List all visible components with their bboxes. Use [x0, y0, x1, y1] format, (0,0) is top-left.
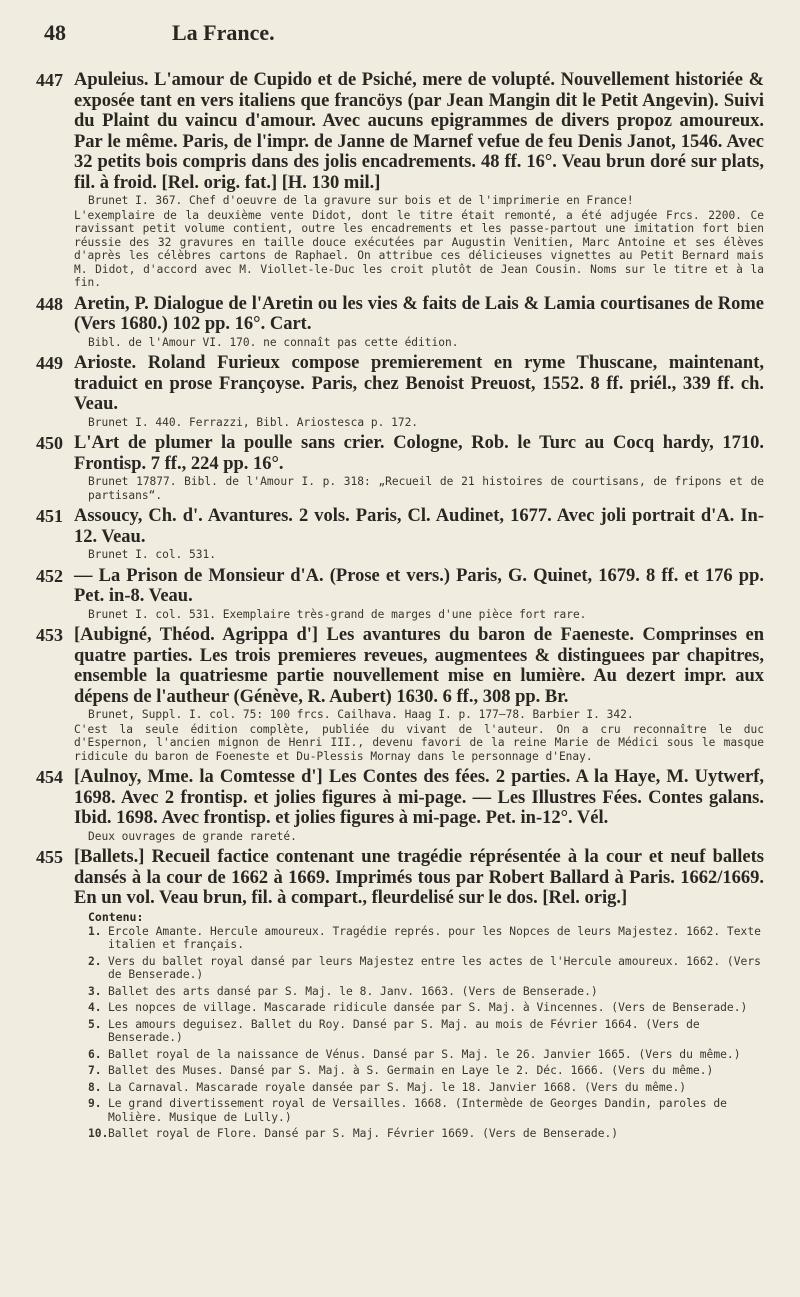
entry-number: 448 [36, 293, 63, 314]
contents-item [88, 955, 764, 982]
entry-description: Aretin, P. Dialogue de l'Aretin ou les vies & faits de Lais & Lamia courtisanes de Rome (Vers 1680.) 102 pp. 16°. Cart. [74, 293, 764, 334]
contents-item [88, 1081, 764, 1095]
entry-number: 452 [36, 565, 63, 586]
item-text: Les amours deguisez. Ballet du Roy. Dansé par S. Maj. au mois de Février 1664. (Vers de Benserade.) [108, 1017, 700, 1044]
bibliographic-note: Bibl. de l'Amour VI. 170. ne connaît pas cette édition. [88, 335, 459, 349]
contents-item [88, 1018, 764, 1045]
contents-item [88, 1001, 764, 1015]
entry-description: [Ballets.] Recueil factice contenant une tragédie réprésentée à la cour et neuf ballets dansés à la cour de 1662 à 1669. Imprimés tous par Robert Ballard à Paris. 1662/1669. En un vol. Veau brun, fil. à compart., fleurdelisé sur le dos. [Rel. orig.] [74, 847, 764, 908]
item-text: Ballet royal de Flore. Dansé par S. Maj. Février 1669. (Vers de Benserade.) [108, 1127, 619, 1140]
item-text: Ballet des arts dansé par S. Maj. le 8. Janv. 1663. (Vers de Benserade.) [108, 984, 598, 998]
item-number: 7. [88, 1064, 102, 1077]
entry-description: — La Prison de Monsieur d'A. (Prose et vers.) Paris, G. Quinet, 1679. 8 ff. et 176 pp. Pet. in-8. Veau. [74, 565, 764, 606]
entry-description: Assoucy, Ch. d'. Avantures. 2 vols. Paris, Cl. Audinet, 1677. Avec joli portrait d'A. In-12. Veau. [74, 506, 764, 547]
item-text: Vers du ballet royal dansé par leurs Majestez entre les actes de l'Hercule amoureux. 1662. (Vers de Benserade.) [108, 954, 761, 981]
item-number: 2. [88, 954, 102, 968]
bibliographic-note: Brunet 17877. Bibl. de l'Amour I. p. 318: „Recueil de 21 histoires de courtisans, de fripons et de partisans“. [88, 475, 764, 502]
item-text: Les nopces de village. Mascarade ridicule dansée par S. Maj. à Vincennes. (Vers de Benserade.) [108, 1001, 748, 1014]
contents-item [88, 1097, 764, 1124]
entry-450 [36, 433, 764, 502]
entry-453 [36, 625, 764, 763]
contents-item [88, 985, 764, 999]
entry-447 [36, 70, 764, 290]
entry-description: [Aulnoy, Mme. la Comtesse d'] Les Contes des fées. 2 parties. A la Haye, M. Uytwerf, 1698. Avec 2 frontisp. et jolies figures à mi-page. — Les Illustres Fées. Contes galans. Ibid. 1698. Avec frontisp. et jolies figures à mi-page. Pet. in-12°. Vél. [74, 767, 764, 828]
page-header [44, 20, 756, 48]
entry-number: 450 [36, 433, 63, 453]
item-text: Ballet des Muses. Dansé par S. Maj. à S. Germain en Laye le 2. Déc. 1666. (Vers du même.) [108, 1064, 714, 1077]
item-number: 1. [88, 924, 102, 938]
entry-number: 453 [36, 625, 63, 645]
item-number: 3. [88, 984, 102, 998]
entry-451 [36, 506, 764, 562]
page-number: 48 [44, 20, 66, 45]
item-number: 4. [88, 1001, 102, 1014]
contents-list [74, 909, 764, 1141]
contents-item [88, 1064, 764, 1078]
entry-449 [36, 353, 764, 429]
entry-number: 449 [36, 353, 63, 373]
bibliographic-note: Brunet I. 367. Chef d'oeuvre de la gravure sur bois et de l'imprimerie en France! [88, 194, 634, 207]
item-number: 6. [88, 1047, 102, 1061]
bibliographic-note: C'est la seule édition complète, publiée du vivant de l'auteur. On a cru reconnaître le duc d'Espernon, l'ancien mignon de Henri III., devenu favori de la reine Marie de Médici sous le masque ridicule du baron de Foeneste et Du-Plessis Mornay dans le personnage d'Enay. [74, 722, 764, 763]
bibliographic-note: Brunet, Suppl. I. col. 75: 100 frcs. Cailhava. Haag I. p. 177–78. Barbier I. 342. [88, 708, 634, 721]
entry-number: 451 [36, 506, 63, 526]
bibliographic-note: Brunet I. col. 531. Exemplaire très-grand de marges d'une pièce fort rare. [88, 607, 587, 621]
entry-452 [36, 566, 764, 622]
catalogue-body [36, 70, 764, 1145]
item-number: 8. [88, 1080, 102, 1094]
item-text: Ercole Amante. Hercule amoureux. Tragédie représ. pour les Nopces de leurs Majestez. 1662. Texte italien et français. [108, 924, 761, 951]
entry-455 [36, 847, 764, 1141]
item-text: La Carnaval. Mascarade royale dansée par S. Maj. le 18. Janvier 1668. (Vers du même.) [108, 1080, 687, 1094]
entry-description: L'Art de plumer la poulle sans crier. Cologne, Rob. le Turc au Cocq hardy, 1710. Frontisp. 7 ff., 224 pp. 16°. [74, 433, 764, 474]
item-text: Le grand divertissement royal de Versailles. 1668. (Intermède de Georges Dandin, paroles de Molière. Musique de Lully.) [108, 1097, 727, 1124]
entry-description: Arioste. Roland Furieux compose premierement en ryme Thuscane, maintenant, traduict en prose Françoyse. Paris, chez Benoist Preuost, 1552. 8 ff. priél., 339 ff. ch. Veau. [74, 353, 764, 414]
contents-heading: Contenu: [88, 909, 144, 924]
bibliographic-note: L'exemplaire de la deuxième vente Didot, dont le titre était remonté, a été adjugée Frcs. 2200. Ce ravissant petit volume contient, outre les encadrements et les passe-partout une imitation fort bien réussie des 32 gravures en taille douce exécutées par Augustin Venitien, Marc Antoine et ses élèves d'après les célèbres cartons de Raphael. On attribue ces délicieuses vignettes au Petit Bernard mais M. Didot, d'accord avec M. Viollet-le-Duc les croit plutôt de Jean Cousin. Noms sur le titre et à la fin. [74, 208, 764, 289]
contents-item [88, 1048, 764, 1062]
bibliographic-note: Brunet I. 440. Ferrazzi, Bibl. Ariostesca p. 172. [88, 415, 419, 429]
entry-description: [Aubigné, Théod. Agrippa d'] Les avantures du baron de Faeneste. Comprinses en quatre parties. Les trois premieres reveues, augmentees & distinguees par chapitres, ensemble la quatriesme partie nouvellement mise en lumière. Au dezert impr. aux dépens de l'autheur (Génève, R. Aubert) 1630. 6 ff., 308 pp. Br. [74, 625, 764, 707]
item-number: 9. [88, 1097, 102, 1110]
entry-454 [36, 767, 764, 843]
entry-number: 455 [36, 847, 63, 867]
entry-number: 454 [36, 767, 63, 787]
entry-number: 447 [36, 70, 63, 90]
running-head: La France. [172, 20, 275, 45]
bibliographic-note: Brunet I. col. 531. [88, 548, 216, 561]
contents-item [88, 1127, 764, 1141]
entry-448 [36, 294, 764, 350]
item-number: 5. [88, 1017, 102, 1031]
entry-description: Apuleius. L'amour de Cupido et de Psiché, mere de volupté. Nouvellement historiée & exposée tant en vers italiens que francöys (par Jean Mangin dit le Petit Angevin). Suivi du Plaint du vaincu d'amour. Avec aucuns epigrammes de divers propoz amoureux. Par le même. Paris, de l'impr. de Janne de Marnef vefue de feu Denis Janot, 1546. Avec 32 petits bois compris dans des jolis encadrements. 48 ff. 16°. Veau brun doré sur plats, fil. à froid. [Rel. orig. fat.] [H. 130 mil.] [74, 70, 764, 193]
bibliographic-note: Deux ouvrages de grande rareté. [88, 829, 297, 843]
contents-item [88, 925, 764, 952]
item-text: Ballet royal de la naissance de Vénus. Dansé par S. Maj. le 26. Janvier 1665. (Vers du même.) [108, 1047, 741, 1061]
item-number: 10. [88, 1127, 109, 1140]
